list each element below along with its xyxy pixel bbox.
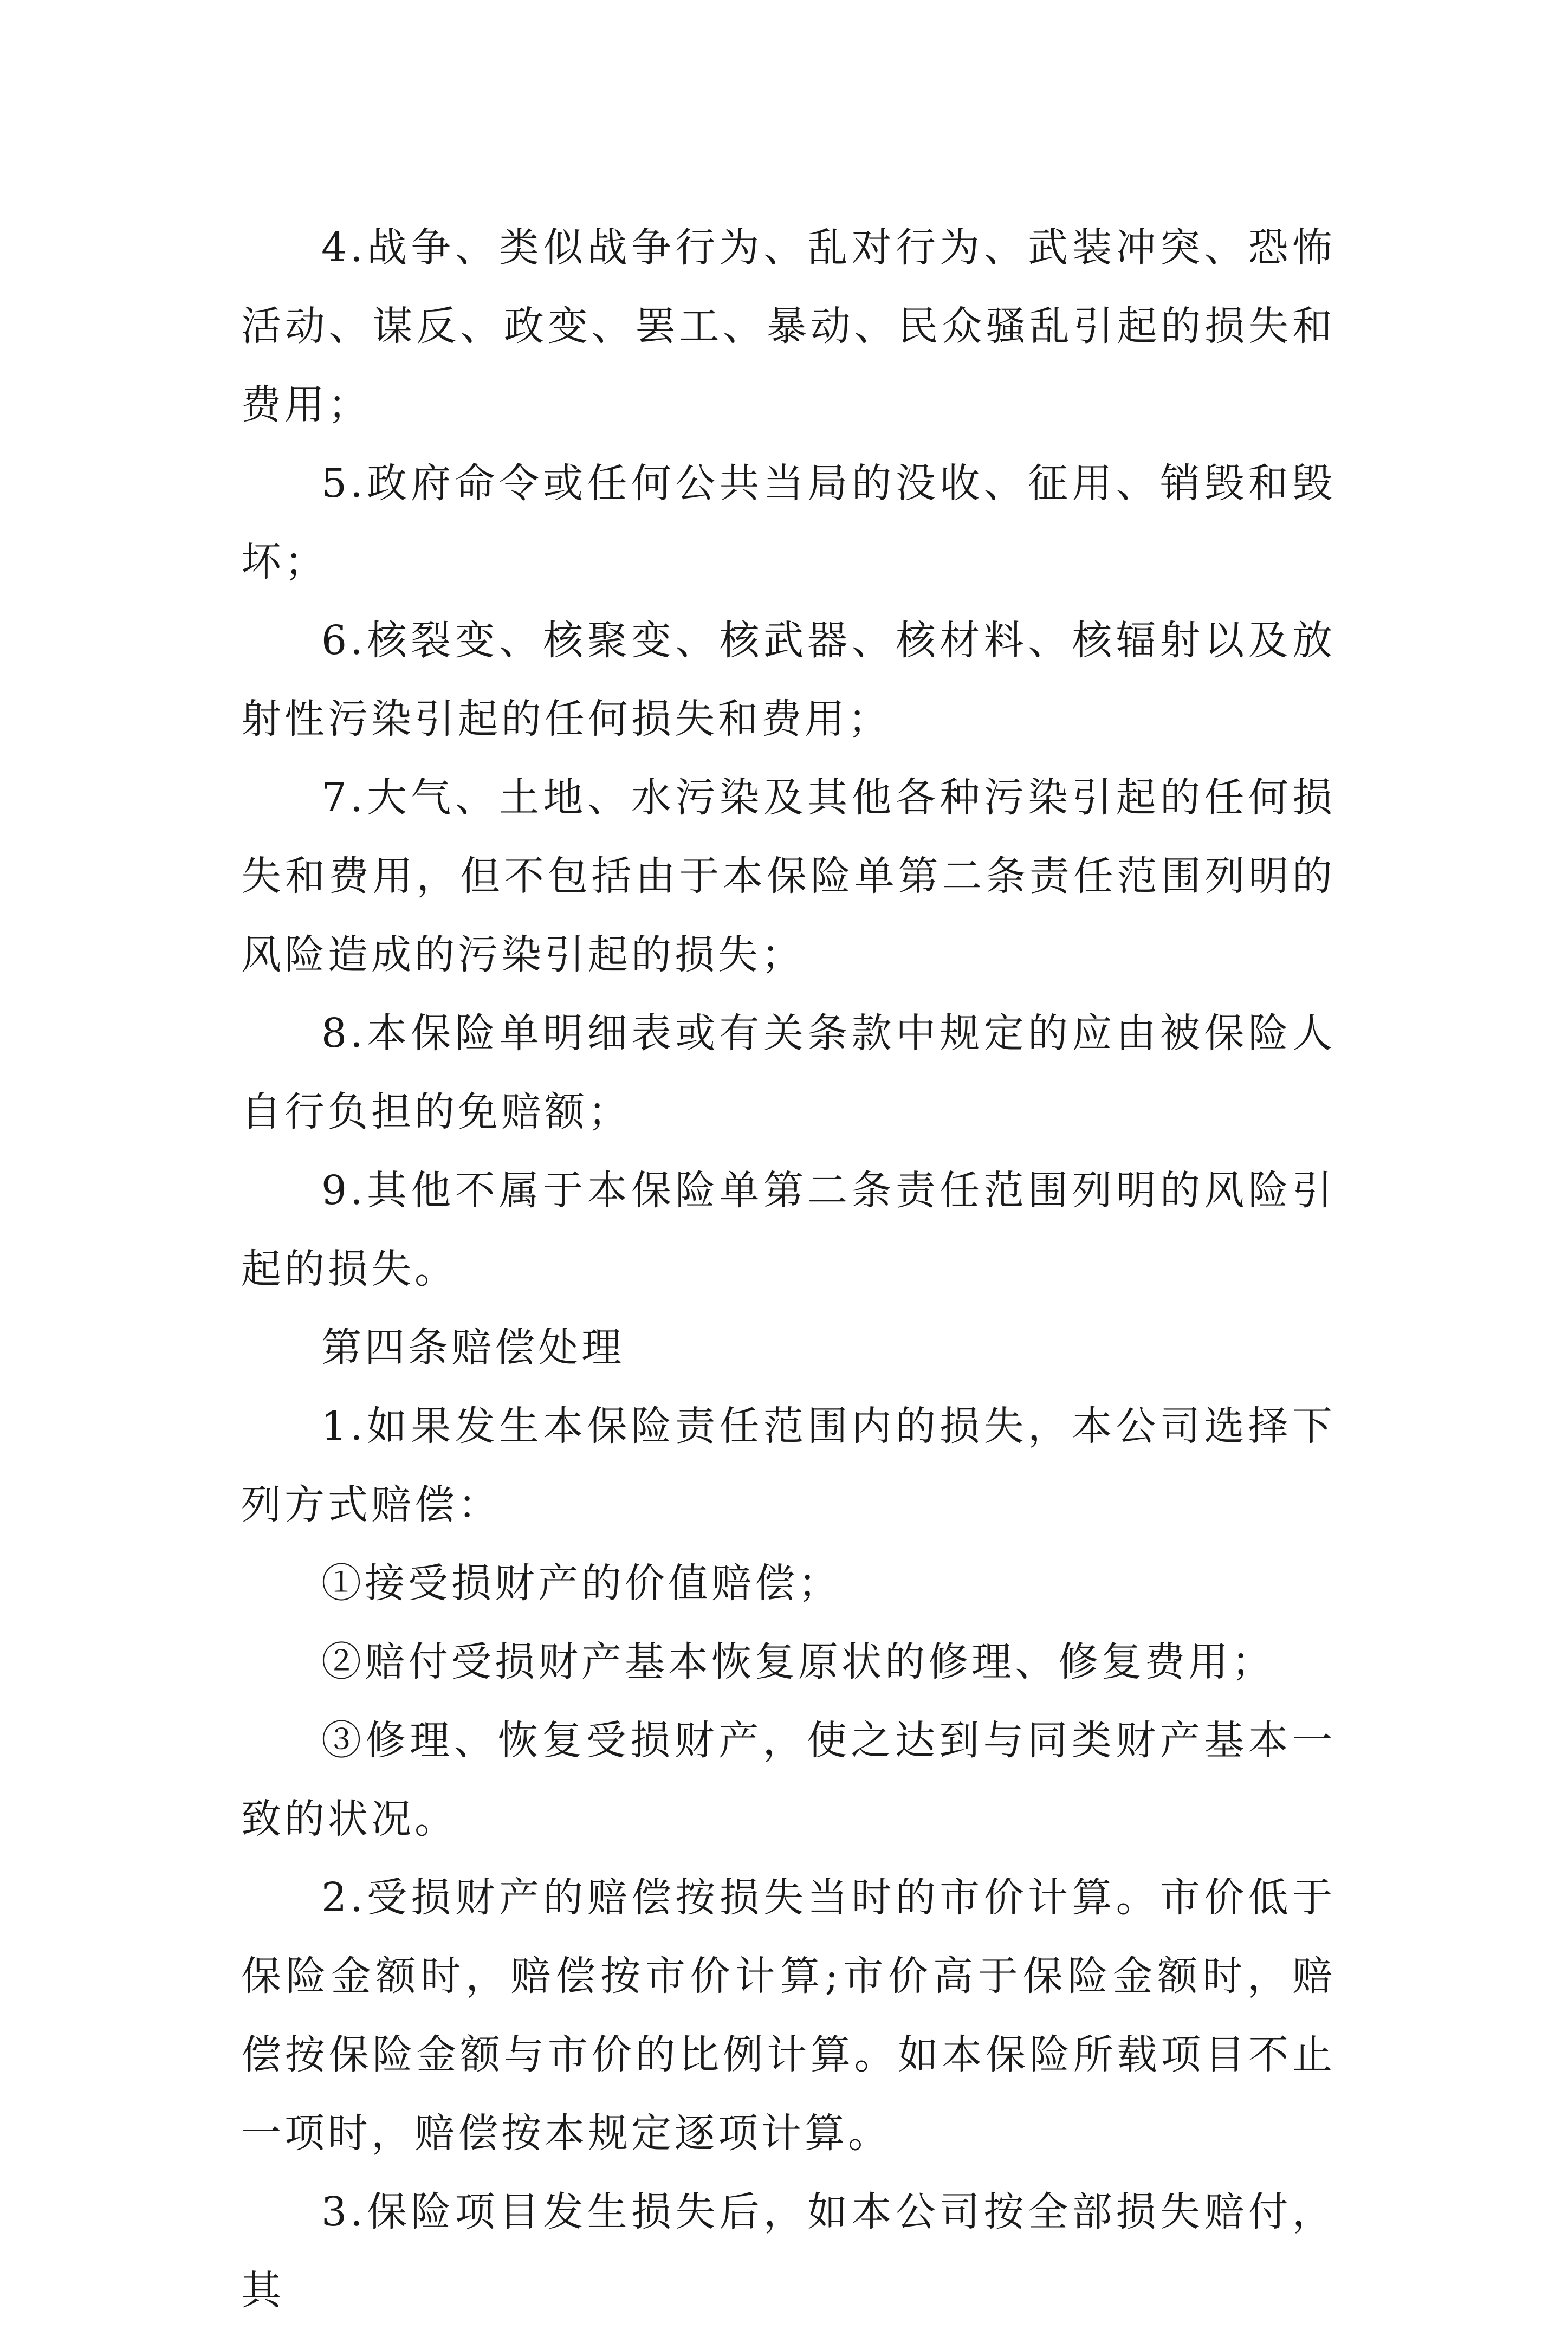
paragraph-exclusion-6: 6.核裂变、核聚变、核武器、核材料、核辐射以及放射性污染引起的任何损失和费用；: [241, 617, 1336, 742]
section-heading-article-4: 第四条赔偿处理: [321, 1324, 625, 1371]
paragraph-claims-1: 1.如果发生本保险责任范围内的损失，本公司选择下列方式赔偿：: [241, 1403, 1336, 1528]
paragraph-exclusion-8: 8.本保险单明细表或有关条款中规定的应由被保险人自行负担的免赔额；: [241, 1010, 1336, 1135]
paragraph-exclusion-7: 7.大气、土地、水污染及其他各种污染引起的任何损失和费用，但不包括由于本保险单第二条责任范围列明的风险造成的污染引起的损失；: [241, 774, 1336, 978]
paragraph-claims-option-1: ①接受损财产的价值赔偿；: [321, 1560, 841, 1607]
document-body: [241, 209, 1336, 2330]
paragraph-claims-option-2: ②赔付受损财产基本恢复原状的修理、修复费用；: [321, 1639, 1275, 1685]
paragraph-exclusion-9: 9.其他不属于本保险单第二条责任范围列明的风险引起的损失。: [241, 1167, 1336, 1292]
paragraph-claims-3: 3.保险项目发生损失后，如本公司按全部损失赔付，其: [241, 2189, 1336, 2314]
paragraph-claims-option-3: ③修理、恢复受损财产，使之达到与同类财产基本一致的状况。: [241, 1717, 1336, 1842]
paragraph-claims-2: 2.受损财产的赔偿按损失当时的市价计算。市价低于保险金额时，赔偿按市价计算;市价高于保险金额时，赔偿按保险金额与市价的比例计算。如本保险所载项目不止一项时，赔偿按本规定逐项计算。: [241, 1874, 1336, 2157]
paragraph-exclusion-5: 5.政府命令或任何公共当局的没收、征用、销毁和毁坏；: [241, 460, 1336, 585]
paragraph-exclusion-4: 4.战争、类似战争行为、乱对行为、武装冲突、恐怖活动、谋反、政变、罢工、暴动、民众骚乱引起的损失和费用；: [241, 224, 1336, 428]
